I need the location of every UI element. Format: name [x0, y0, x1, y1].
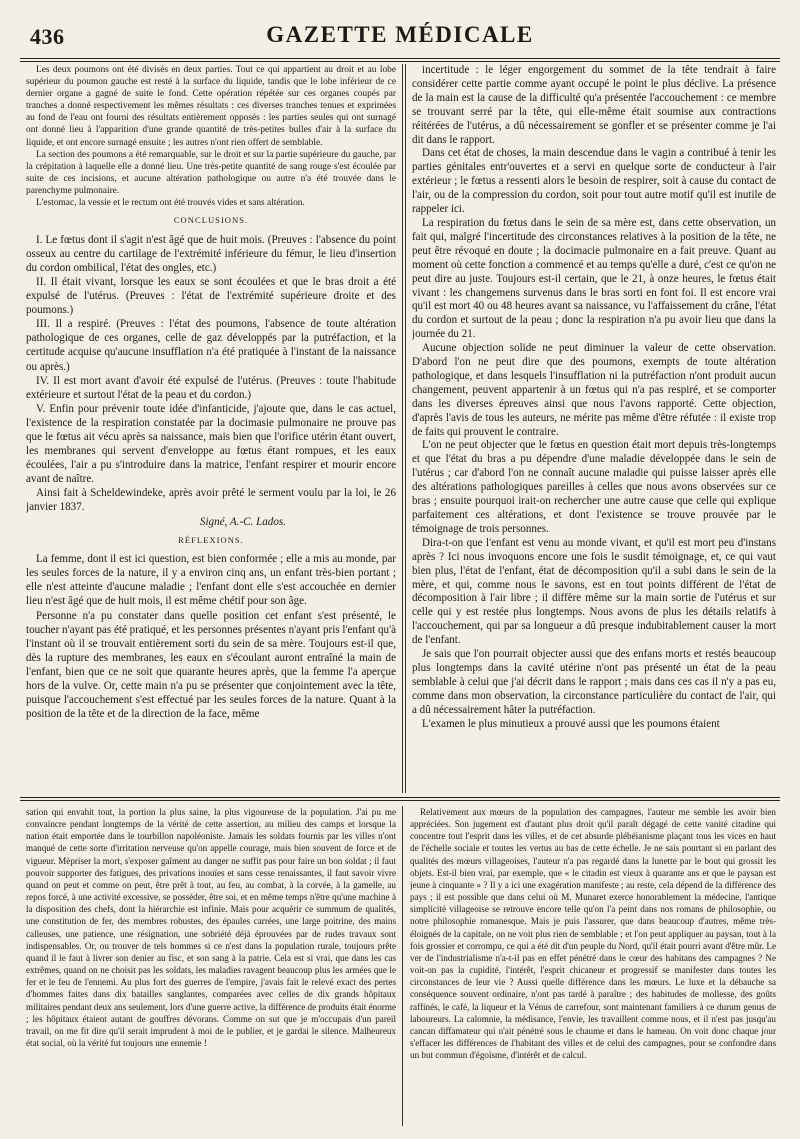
conclusion-item: Ainsi fait à Scheldewindeke, après avoir prêté le serment voulu par la loi, le 26 janvier 1837.: [26, 487, 396, 514]
paragraph: Dira-t-on que l'enfant est venu au monde vivant, et qu'il est mort peu d'instans après ? Ici nous invoquons encore une fois le susdit témoignage, et, ce qui vaut bien plus, l'état de l'enfant, état de décomposition qu'il a subi dans le sein de la mère, et qui, comme nous le savons, est en tout points différent de l'état de décomposition à l'air libre ; il diffère même sur la main sortie de l'utérus et sur celle qui y est restée plus longtemps. Nous avons de plus les détails relatifs à l'accouchement, qui par sa longueur a dû presque indubitablement causer la mort de l'enfant.: [412, 536, 776, 647]
page-header: [20, 18, 780, 54]
right-column: [412, 64, 776, 793]
bottom-right-column: [410, 806, 776, 1126]
conclusion-item: V. Enfin pour prévenir toute idée d'infanticide, j'ajoute que, dans le cas actuel, l'existence de la respiration constatée par la docimasie pulmonaire ne prouve pas que le fœtus ait vécu après sa naissance, mais bien que l'orifice utérin étant ouvert, les membranes qui servent d'enveloppe au fœtus étant rompues, et les eaux écoulées, l'air a pu s'introduire dans la matrice, l'enfant respirer et mourir encore avant de naître.: [26, 402, 396, 486]
paragraph: Dans cet état de choses, la main descendue dans le vagin a contribué à tenir les parties génitales entr'ouvertes et a servi en quelque sorte de conducteur à l'air extérieur ; le fœtus a ressenti alors le besoin de respirer, soit à cause du contact de l'air, ou de la compression du cordon, soit pour tout autre motif qu'il est inutile de rappeler ici.: [412, 147, 776, 216]
bottom-left-column: [26, 806, 396, 1126]
conclusion-item: IV. Il est mort avant d'avoir été expulsé de l'utérus. (Preuves : toute l'habitude extérieure et surtout l'état de la peau et du cordon.): [26, 374, 396, 401]
paragraph: Relativement aux mœurs de la population des campagnes, l'auteur me semble les avoir bien appréciées. Son jugement est d'autant plus droit qu'il paraît dégagé de cette vanité citadine qui concentre tout l'esprit dans les villes, et de cet absurde plébéianisme plaçant tous les vices en haut de l'échelle sociale et toutes les vertus au bas de cette échelle. Je ne sais pourtant si en parlant des qualités des mœurs villageoises, l'auteur n'a pas regardé dans la lunette par le bout qui grossit les objets. Est-il bien vrai, par exemple, que « le citadin est vieux à quarante ans et que le paysan est jeune à cinquante » ? Il y a ici une exagération manifeste ; au reste, cela dépend de la différence des pays ; il est possible que dans celui où M. Munaret exerce honorablement la médecine, l'antique simplicité villageoise se retrouve encore telle qu'on l'a peint dans nos romans de philosophie, ou notre philosophie romanesque. Mais je puis l'assurer, que dans beaucoup d'autres, même très-éloignés de la capitale, on ne voit plus rien de semblable ; et l'on peut appliquer au paysan, tout à la fois grossier et corrompu, ce qui a été dit d'un peuple du Nord, qu'il était pourri avant d'être mûr. Le ver de l'industrialisme n'a-t-il pas en effet pénétré dans le cœur des habitans des campagnes ? Ne voit-on pas la cupidité, l'intérêt, l'esprit chicaneur et progressif se manifester dans toutes les circonstances de leur vie ? Aussi quelle différence dans les mœurs. Le luxe et la débauche sa conséquence souvent ordinaire, n'ont pas tardé à paraître ; des habitudes de mollesse, des goûts raffinés, le café, la liqueur et la Vénus de carrefour, sont maintenant familiers à ce durum genus de laboureurs. La calomnie, la médisance, l'envie, les travaillent comme nous, et il n'est pas jusqu'au cancan diffamateur qui n'ait pénétré sous le chaume et dans le hameau. On voit donc chaque jour s'effacer les différences de l'habitant des villes et de celui des campagnes, pour se confondre dans un but commun d'égoïsme, d'intérêt et de calcul.: [410, 807, 776, 1061]
paragraph: Les deux poumons ont été divisés en deux parties. Tout ce qui appartient au droit et au lobe supérieur du poumon gauche est resté à la surface du liquide, tandis que le lobe inférieur de ce dernier organe a gagné de suite le fond. Cette opération répétée sur ces organes coupés par tranches a donné respectivement les mêmes résultats : ces diverses tranches tenues et exprimées au fond de l'eau ont fourni des résultats entièrement opposés : les parties seules qui ont surnagé ont donné lieu à l'apparition d'une grande quantité de très-petites bulles d'air à la surface du liquide, et ont encore surnagé ensuite ; les autres n'ont rien offert de semblable.: [26, 65, 396, 148]
conclusions-heading: CONCLUSIONS.: [173, 215, 249, 226]
paragraph: L'on ne peut objecter que le fœtus en question était mort depuis très-longtemps et que l'état du bras a pu dépendre d'une maladie développée dans le sein de l'utérus ; car d'abord l'on ne connaît aucune maladie qui puisse laisser après elle des altérations pathologiques pareilles à celles que nous avons observées sur ce bras ; ensuite pourquoi irait-on rechercher une autre cause que celle qui explique parfaitement ces altérations, et dont l'existence se trouve prouvée par le témoignage de trois personnes.: [412, 439, 776, 535]
conclusion-item: II. Il était vivant, lorsque les eaux se sont écoulées et que le bras droit a été expulsé de l'utérus. (Preuves : l'état de l'extrémité supérieure droite et des poumons.): [26, 275, 396, 317]
paragraph: L'examen le plus minutieux a prouvé aussi que les poumons étaient: [422, 717, 720, 730]
paragraph: incertitude : le léger engorgement du sommet de la tête tendrait à faire considérer cette partie comme ayant occupé le point le plus déclive. La présence de la main est la cause de la difficulté qu'a présentée l'accouchement : ce membre se trouvant serré par la tête, qui elle-même était soumise aux contractions réitérées de l'utérus, a dû nécessairement se gonfler et se présenter comme je l'ai dit dans le rapport.: [412, 64, 776, 146]
paragraph: La section des poumons a été remarquable, sur le droit et sur la partie supérieure du gauche, par la crépitation à laquelle elle a donné lieu. Une très-petite quantité de sang rouge s'est écoulée par suite de ces incisions, et aucune altération pathologique ou autre n'a été trouvée dans le parenchyme pulmonaire.: [26, 149, 396, 196]
paragraph: La respiration du fœtus dans le sein de sa mère est, dans cette observation, un fait qui, malgré l'incertitude des circonstances relatives à la position de la tête, ne peut être révoqué en doute ; la docimacie pulmonaire en a fait preuve. Quant au moment où cette fonction a commencé et au temps qu'elle a duré, c'est ce qu'on ne peut dire au juste. Toujours est-il certain, que le 21, à onze heures, le fœtus était vivant : les changemens survenus dans le bras sorti en font foi. Il est encore vrai qu'il est mort 40 ou 48 heures avant sa naissance, vu l'affaissement du crâne, l'état du cordon et surtout de la peau ; donc la respiration n'a pu avoir lieu que dans la journée du 21.: [412, 216, 776, 341]
header-rule-double: [20, 61, 780, 62]
left-column: [26, 64, 396, 793]
section-rule: [20, 797, 780, 798]
bottom-column-divider: [402, 806, 403, 1126]
section-rule-double: [20, 800, 780, 801]
paragraph: L'estomac, la vessie et le rectum ont été trouvés vides et sans altération.: [36, 198, 305, 209]
paragraph: Je sais que l'on pourrait objecter aussi que des enfans morts et restés beaucoup plus longtemps dans la cavité utérine n'ont pas présenté un état de la peau semblable à celui que j'ai décrit dans le rapport ; mais dans ces cas il n'y a pas eu, comme dans mon observation, la circonstance particulière du contact de l'air, qui a dû nécessairement hâter la putréfaction.: [412, 648, 776, 716]
masthead-title: GAZETTE MÉDICALE: [266, 22, 534, 47]
paragraph: sation qui envahit tout, la portion la plus saine, la plus vigoureuse de la population. J'ai pu me convaincre pendant longtemps de la vérité de cette assertion, au milieu des camps et lorsque la nation était emportée dans le tourbillon napoléoniste. Jamais les soldats fournis par les villes n'ont manqué de cette sorte d'irritation nerveuse qu'on appelle courage, mais bien souvent de force et de vigueur. Mépriser la mort, s'exposer gaîment au danger ne suffit pas pour faire un bon soldat ; il faut pouvoir supporter des fatigues, des privations inouïes et sans cesse renaissantes, il faut savoir vivre quand on peut et comme on peut, être prêt à tout, au feu, au combat, à la corvée, à la gamelle, au repos forcé, à une activité excessive, se posséder, être soi, et en même temps n'être qu'une machine à la disposition des chefs, dont la hiérarchie est infinie. Mais pour acquérir ce summum de qualités, une constitution de fer, des membres robustes, des épaules carrées, une large poitrine, des mains calleuses, une patience, une résignation, une sobriété déjà éprouvées par de rudes travaux sont indispensables. Or, ou trouver de tels hommes si ce n'est dans la population rurale, toujours prête quand il le faut à livrer son denier au fisc, et son sang à la patrie. Cela est si vrai, que dans les cas extrêmes, quand on ne choisit pas les soldats, les maladies ravagent beaucoup plus les armées que le fer et le feu de l'ennemi. Au plus fort des guerres de l'empire, j'avais fait le relevé exact des pertes d'hommes faites dans dix batailles sanglantes, comparées avec celles de dix grands hôpitaux militaires pendant deux ans seulement, lors d'une guerre active, la différence de produits était énorme ; les hôpitaux étaient autant de gouffres dévorans. Comme on sut que je m'occupais d'un pareil travail, on me fit dire qu'il serait imprudent à moi de le publier, et je gardai le silence. Malheureux état social, où la vérité fut toujours une ennemie !: [26, 807, 396, 1048]
paragraph: Aucune objection solide ne peut diminuer la valeur de cette observation. D'abord l'on ne peut dire que des poumons, exempts de toute altération pathologique, et dans lesquels l'insufflation ni la putréfaction n'ont produit aucun changement, peuvent appartenir à un fœtus qui n'a pas respiré, et se comporter dans les diverses épreuves ainsi que nous l'avons rapporté. Cette objection, d'après l'avis de tous les auteurs, ne mérite pas même d'être réfutée : il existe trop de faits qui prouvent le contraire.: [412, 342, 776, 438]
intro-section: [26, 64, 396, 209]
conclusions-section: [26, 233, 396, 529]
paragraph: La femme, dont il est ici question, est bien conformée ; elle a mis au monde, par les seules forces de la nature, il y a environ cinq ans, un enfant très-bien portant ; elle n'est atteinte d'aucune maladie ; l'enfant dont elle s'est accouchée en dernier lieu n'est âgé que de huit mois, il est même chétif pour son âge.: [26, 553, 396, 608]
column-divider-double: [405, 64, 406, 793]
reflexions-section: [26, 552, 396, 721]
page-number: 436: [30, 24, 65, 49]
signature: Signé, A.-C. Lados.: [199, 515, 286, 528]
paragraph: Personne n'a pu constater dans quelle position cet enfant s'est présenté, le toucher n'ayant pas été pratiqué, et les personnes présentes n'ayant pris l'enfant qu'à l'instant où il se trouvait entièrement sorti du sein de sa mère. Toujours est-il que, dès la rupture des membranes, les eaux en s'écoulant auront entraîné la main de l'enfant, bien que ce ne soit que quarante heures après, que la femme l'a aperçue hors de la vulve. Or, cette main n'a pu se présenter que conjointement avec la tête, puisque l'accouchement s'est effectué par les seules forces de la nature. Quant à la position de la tête et de la direction de la face, même: [26, 609, 396, 721]
conclusion-item: III. Il a respiré. (Preuves : l'état des poumons, l'absence de toute altération pathologique de ces organes, celle de gaz développés par la putréfaction, et la certitude acquise qu'aucune insufflation n'a été pratiquée à l'instant de la naissance ou après.): [26, 318, 396, 373]
conclusion-item: I. Le fœtus dont il s'agit n'est âgé que de huit mois. (Preuves : l'absence du point osseux au centre du cartilage de l'extrémité inférieure du fémur, le lieu d'insertion du cordon ombilical, l'état des ongles, etc.): [26, 233, 396, 274]
reflexions-heading: RÉFLEXIONS.: [178, 534, 244, 545]
column-divider: [402, 64, 403, 793]
header-rule: [20, 58, 780, 59]
